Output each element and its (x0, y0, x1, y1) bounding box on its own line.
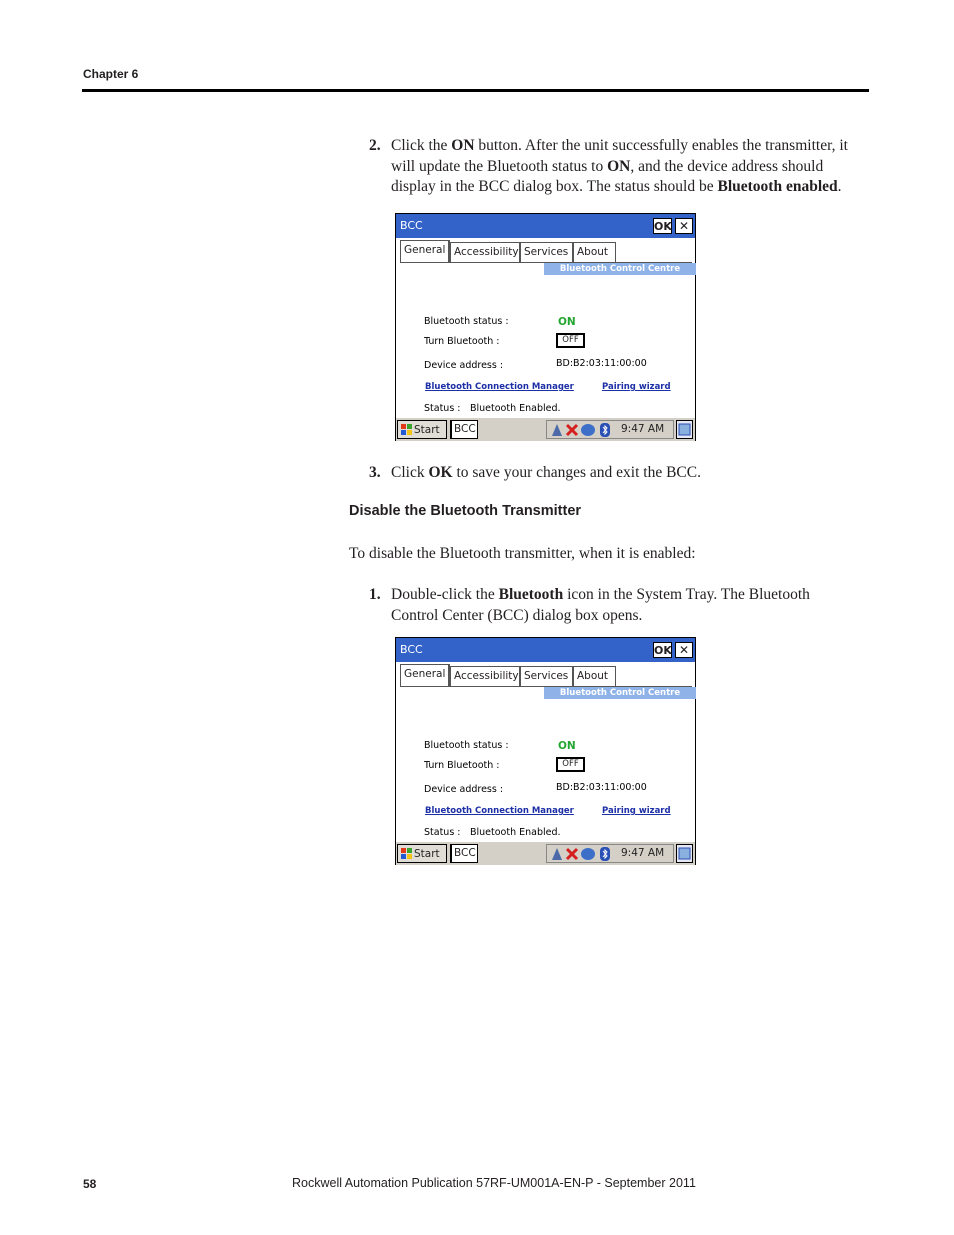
tab-services[interactable]: Services (520, 242, 573, 262)
network-icon[interactable] (550, 423, 564, 437)
windows-flag-icon (401, 424, 412, 435)
title-bar (396, 214, 695, 238)
bluetooth-icon[interactable] (600, 847, 610, 861)
device-address-value: BD:B2:03:11:00:00 (556, 782, 647, 793)
tab-accessibility[interactable]: Accessibility (450, 666, 520, 686)
bcc-dialog-screenshot (395, 637, 696, 865)
disconnected-icon[interactable] (565, 423, 579, 437)
tab-about[interactable]: About (573, 242, 616, 262)
publication-footer: Rockwell Automation Publication 57RF-UM001A-EN-P - September 2011 (292, 1176, 696, 1190)
step-text: Click OK to save your changes and exit the BCC. (391, 464, 701, 481)
device-address-label: Device address : (424, 784, 504, 795)
tab-about[interactable]: About (573, 666, 616, 686)
desktop-icon[interactable] (676, 844, 693, 863)
network-icon[interactable] (550, 847, 564, 861)
off-button[interactable]: OFF (556, 333, 585, 348)
connection-manager-link[interactable]: Bluetooth Connection Manager (425, 382, 574, 392)
battery-icon[interactable] (580, 847, 596, 861)
taskbar-bcc-button[interactable]: BCC (450, 420, 478, 439)
clock: 9:47 AM (621, 847, 665, 859)
pairing-wizard-link[interactable]: Pairing wizard (602, 806, 671, 816)
ok-button[interactable]: OK (654, 644, 672, 657)
tab-accessibility[interactable]: Accessibility (450, 242, 520, 262)
header-rule (82, 89, 869, 92)
status-line-label: Status : (424, 403, 461, 414)
close-icon[interactable]: ✕ (675, 218, 693, 234)
scrollbar[interactable] (683, 662, 695, 838)
disconnected-icon[interactable] (565, 847, 579, 861)
tab-services[interactable]: Services (520, 666, 573, 686)
device-address-label: Device address : (424, 360, 504, 371)
system-tray (546, 420, 674, 439)
bcc-banner: Bluetooth Control Centre (544, 687, 696, 699)
start-label: Start (414, 848, 440, 860)
chapter-header: Chapter 6 (83, 67, 139, 81)
taskbar-bcc-button[interactable]: BCC (450, 844, 478, 863)
clock: 9:47 AM (621, 423, 665, 435)
turn-bluetooth-label: Turn Bluetooth : (424, 336, 500, 347)
dialog-title: BCC (400, 219, 423, 232)
step-text: Double-click the Bluetooth icon in the System Tray. The Bluetooth Control Center (BCC) dialog box opens. (391, 586, 810, 624)
ok-button[interactable]: OK (654, 220, 672, 233)
device-address-value: BD:B2:03:11:00:00 (556, 358, 647, 369)
status-line-label: Status : (424, 827, 461, 838)
taskbar (396, 417, 695, 441)
step-number: 2. (369, 137, 381, 154)
start-label: Start (414, 424, 440, 436)
start-button[interactable] (397, 844, 447, 863)
step-text: Click the ON button. After the unit successfully enables the transmitter, it will update the Bluetooth status to ON, and the device address should display in the BCC dialog box. The status should be Bluetooth enabled. (391, 137, 848, 195)
step-number: 3. (369, 464, 381, 481)
bcc-dialog-screenshot (395, 213, 696, 441)
off-button[interactable]: OFF (556, 757, 585, 772)
bluetooth-status-value: ON (558, 740, 576, 752)
desktop-icon[interactable] (676, 420, 693, 439)
bcc-banner: Bluetooth Control Centre (544, 263, 696, 275)
status-line-value: Bluetooth Enabled. (470, 827, 561, 838)
page-number: 58 (83, 1177, 97, 1191)
pairing-wizard-link[interactable]: Pairing wizard (602, 382, 671, 392)
bluetooth-status-label: Bluetooth status : (424, 740, 509, 751)
bluetooth-icon[interactable] (600, 423, 610, 437)
start-button[interactable] (397, 420, 447, 439)
connection-manager-link[interactable]: Bluetooth Connection Manager (425, 806, 574, 816)
bluetooth-status-label: Bluetooth status : (424, 316, 509, 327)
system-tray (546, 844, 674, 863)
intro-paragraph: To disable the Bluetooth transmitter, when it is enabled: (349, 545, 696, 562)
bluetooth-status-value: ON (558, 316, 576, 328)
step-number: 1. (369, 586, 381, 603)
scrollbar[interactable] (683, 238, 695, 414)
dialog-title: BCC (400, 643, 423, 656)
status-line-value: Bluetooth Enabled. (470, 403, 561, 414)
windows-flag-icon (401, 848, 412, 859)
tab-general[interactable]: General (400, 664, 450, 686)
taskbar (396, 841, 695, 865)
battery-icon[interactable] (580, 423, 596, 437)
turn-bluetooth-label: Turn Bluetooth : (424, 760, 500, 771)
tab-general[interactable]: General (400, 240, 450, 262)
close-icon[interactable]: ✕ (675, 642, 693, 658)
section-heading: Disable the Bluetooth Transmitter (349, 503, 582, 519)
title-bar (396, 638, 695, 662)
